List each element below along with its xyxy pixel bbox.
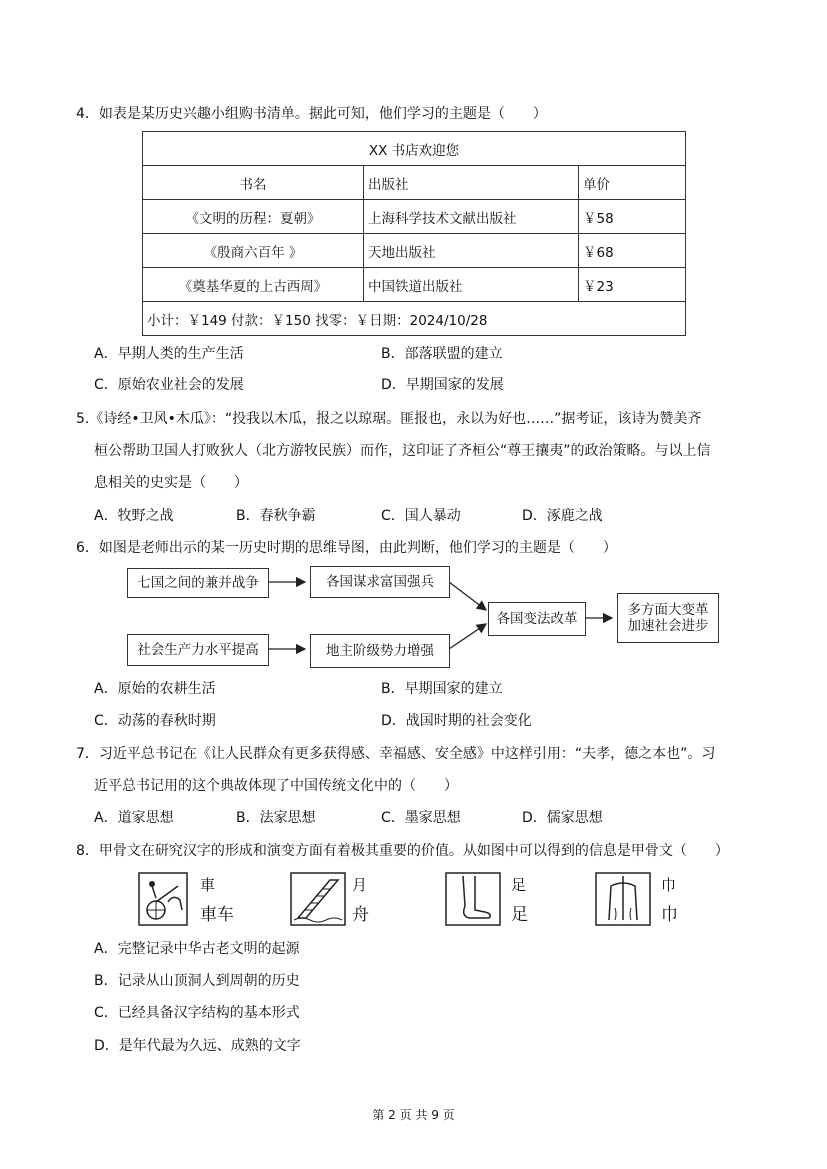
cell-price: ￥23 bbox=[579, 268, 686, 302]
mind-map-box-wars: 七国之间的兼并战争 bbox=[127, 568, 269, 598]
q6-stem: 6．如图是老师出示的某一历史时期的思维导图，由此判断，他们学习的主题是（ ） bbox=[76, 540, 617, 556]
mind-map-box-strengthen: 各国谋求富国强兵 bbox=[310, 566, 450, 598]
q4-option-d[interactable]: D．早期国家的发展 bbox=[381, 377, 504, 393]
q5-option-b[interactable]: B．春秋争霸 bbox=[236, 508, 316, 524]
table-title: XX 书店欢迎您 bbox=[143, 132, 686, 166]
q8-option-b[interactable]: B．记录从山顶洞人到周朝的历史 bbox=[94, 973, 300, 989]
q7-option-b[interactable]: B．法家思想 bbox=[236, 810, 316, 826]
q5-stem-line2: 桓公帮助卫国人打败狄人（北方游牧民族）而作，这印证了齐桓公“尊王攘夷”的政治策略。与以上信 bbox=[94, 443, 711, 459]
q4-option-b[interactable]: B．部落联盟的建立 bbox=[381, 346, 503, 362]
q7-option-c[interactable]: C．墨家思想 bbox=[381, 810, 461, 826]
q4-stem: 4．如表是某历史兴趣小组购书清单。据此可知，他们学习的主题是（ ） bbox=[76, 106, 547, 122]
glyph-panel-cart bbox=[138, 872, 258, 928]
mind-map-box-result bbox=[617, 593, 719, 643]
q7-stem-line2: 近平总书记用的这个典故体现了中国传统文化中的（ ） bbox=[94, 778, 458, 794]
q7-option-d[interactable]: D．儒家思想 bbox=[522, 810, 603, 826]
cell-publisher: 中国铁道出版社 bbox=[364, 268, 579, 302]
cell-publisher: 上海科学技术文献出版社 bbox=[364, 200, 579, 234]
cell-publisher: 天地出版社 bbox=[364, 234, 579, 268]
glyph-panel-foot bbox=[445, 872, 565, 928]
glyph-panel-boat bbox=[290, 872, 410, 928]
q5-option-d[interactable]: D．涿鹿之战 bbox=[522, 508, 603, 524]
q8-option-a[interactable]: A．完整记录中华古老文明的起源 bbox=[94, 941, 300, 957]
cloth-pictograph-icon bbox=[595, 872, 651, 926]
q7-stem-line1: 7．习近平总书记在《让人民群众有更多获得感、幸福感、安全感》中这样引用：“夫孝，德之本也”。习 bbox=[76, 746, 716, 762]
q4-option-a[interactable]: A．早期人类的生产生活 bbox=[94, 346, 244, 362]
cart-pictograph-icon bbox=[138, 872, 188, 926]
boat-pictograph-icon bbox=[290, 872, 346, 926]
table-footer: 小计：￥149 付款：￥150 找零：￥日期：2024/10/28 bbox=[143, 302, 686, 336]
q5-option-c[interactable]: C．国人暴动 bbox=[381, 508, 461, 524]
glyph-cart-bottom: 車车 bbox=[200, 905, 234, 925]
cell-price: ￥68 bbox=[579, 234, 686, 268]
q6-option-a[interactable]: A．原始的农耕生活 bbox=[94, 681, 216, 697]
glyph-cart-top: 車 bbox=[200, 876, 216, 894]
cell-book: 《奠基华夏的上古西周》 bbox=[143, 268, 364, 302]
mind-map-box-reform: 各国变法改革 bbox=[488, 602, 586, 636]
q6-option-d[interactable]: D．战国时期的社会变化 bbox=[381, 713, 532, 729]
q8-option-d[interactable]: D．是年代最为久远、成熟的文字 bbox=[94, 1038, 301, 1054]
header-book-name: 书名 bbox=[143, 166, 364, 200]
q5-stem-line1: 5.《诗经•卫风•木瓜》：“投我以木瓜，报之以琼琚。匪报也，永以为好也……”据考证，该诗为赞美齐 bbox=[76, 411, 702, 427]
foot-pictograph-icon bbox=[445, 872, 501, 926]
cell-book: 《殷商六百年 》 bbox=[143, 234, 364, 268]
glyph-cloth-top: 巾 bbox=[661, 876, 677, 894]
q6-option-b[interactable]: B．早期国家的建立 bbox=[381, 681, 503, 697]
glyph-foot-top: 足 bbox=[511, 876, 527, 894]
q5-option-a[interactable]: A．牧野之战 bbox=[94, 508, 174, 524]
result-line2: 加速社会进步 bbox=[627, 618, 709, 634]
q8-stem: 8．甲骨文在研究汉字的形成和演变方面有着极其重要的价值。从如图中可以得到的信息是甲骨文（ ） bbox=[76, 843, 729, 859]
cell-price: ￥58 bbox=[579, 200, 686, 234]
page-footer: 第 2 页 共 9 页 bbox=[372, 1108, 455, 1122]
q8-option-c[interactable]: C．已经具备汉字结构的基本形式 bbox=[94, 1005, 300, 1021]
mind-map-box-productivity: 社会生产力水平提高 bbox=[127, 634, 269, 666]
glyph-boat-bottom: 舟 bbox=[352, 905, 369, 925]
q6-option-c[interactable]: C．动荡的春秋时期 bbox=[94, 713, 216, 729]
q4-option-c[interactable]: C．原始农业社会的发展 bbox=[94, 377, 244, 393]
mind-map-box-landlord: 地主阶级势力增强 bbox=[310, 634, 450, 668]
glyph-cloth-bottom: 巾 bbox=[661, 905, 678, 925]
header-price: 单价 bbox=[579, 166, 686, 200]
result-line1: 多方面大变革 bbox=[627, 602, 709, 618]
header-publisher: 出版社 bbox=[364, 166, 579, 200]
q5-stem-line3: 息相关的史实是（ ） bbox=[94, 475, 248, 491]
glyph-foot-bottom: 足 bbox=[511, 905, 528, 925]
q7-option-a[interactable]: A．道家思想 bbox=[94, 810, 174, 826]
glyph-boat-top: 月 bbox=[352, 876, 368, 894]
cell-book: 《文明的历程：夏朝》 bbox=[143, 200, 364, 234]
glyph-panel-cloth bbox=[595, 872, 715, 928]
